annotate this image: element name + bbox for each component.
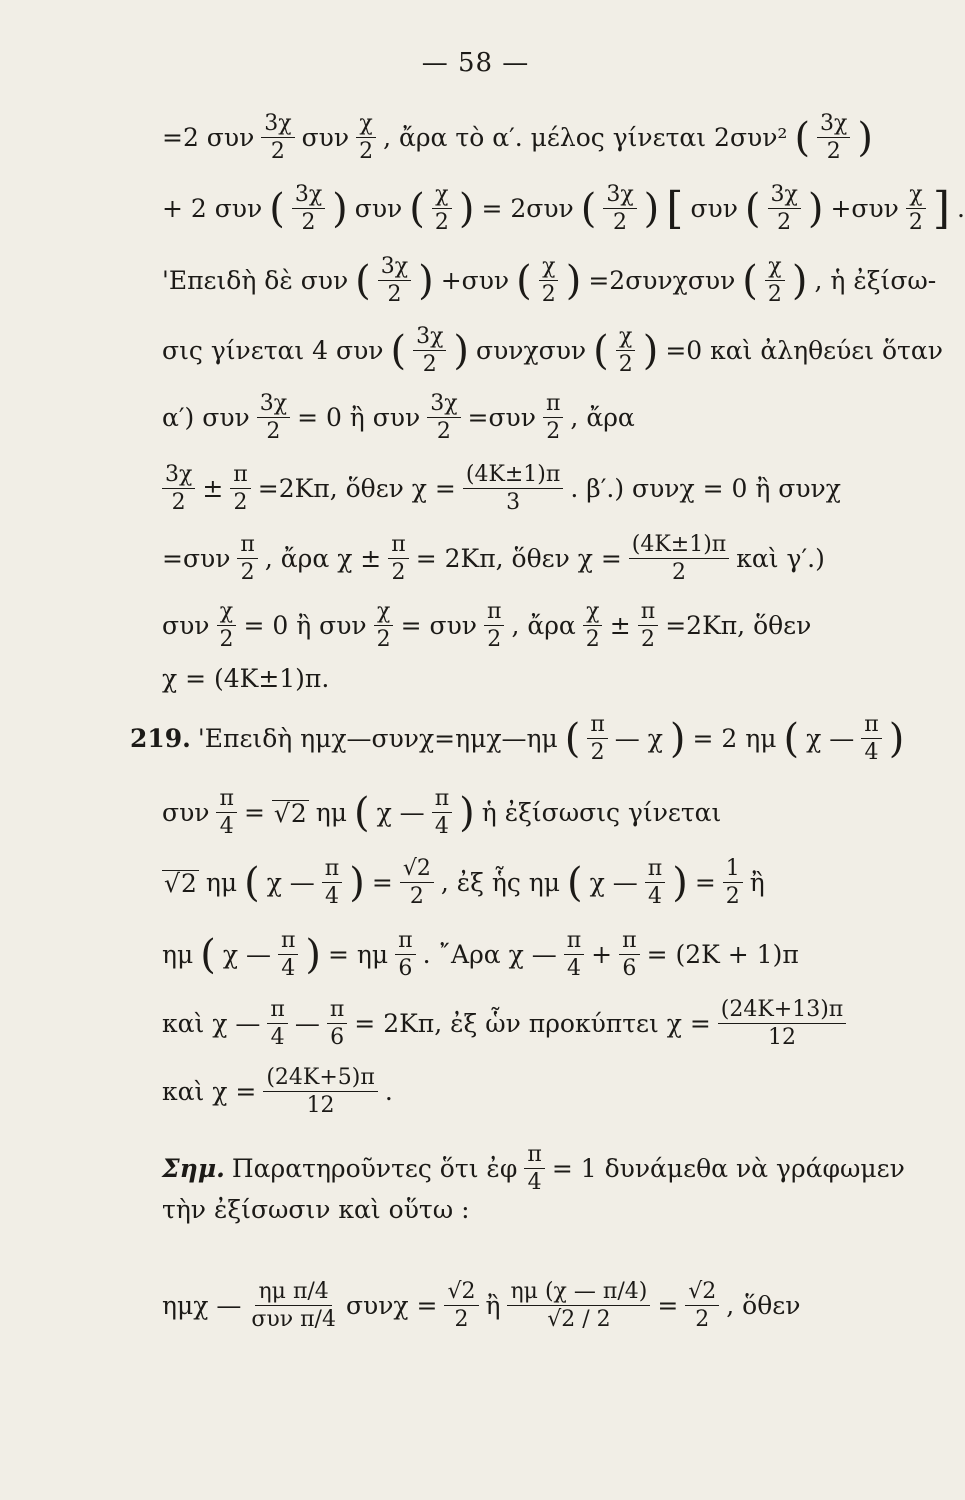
fraction <box>257 392 290 443</box>
text: 'Επειδὴ ημχ—συνχ=ημχ—ημ <box>197 724 558 754</box>
denominator: 2 <box>725 884 740 910</box>
text: = <box>371 868 393 898</box>
equation-line-10 <box>130 712 905 766</box>
text: χ — <box>266 868 315 898</box>
numerator: 3χ <box>162 463 195 489</box>
fraction <box>248 1280 339 1331</box>
denominator: 2 <box>171 490 186 516</box>
fraction <box>278 929 298 980</box>
text: καὶ χ = <box>162 1077 257 1107</box>
numerator: 1 <box>723 857 743 883</box>
numerator: π <box>216 787 236 813</box>
numerator: ημ π/4 <box>255 1280 331 1306</box>
text: = 1 δυνάμεθα νὰ γράφωμεν <box>551 1154 905 1184</box>
fraction <box>564 929 584 980</box>
fraction <box>400 857 434 908</box>
text: , ἄρα χ ± <box>264 544 382 574</box>
paren: ( <box>593 327 609 374</box>
denominator: 2 <box>612 210 627 236</box>
denominator: 2 <box>436 419 451 445</box>
paren: ) <box>418 257 434 304</box>
equation-line-7 <box>162 533 873 584</box>
numerator: 3χ <box>292 183 325 209</box>
text: +συν <box>440 266 510 296</box>
page-number: — 58 — <box>421 48 530 78</box>
paren: ( <box>567 859 583 906</box>
fraction <box>768 183 801 234</box>
text: ± <box>609 611 631 641</box>
equation-line-8 <box>162 600 873 651</box>
text: συνχ = <box>345 1291 438 1321</box>
denominator: 2 <box>672 560 687 586</box>
paren: ( <box>200 931 216 978</box>
denominator: 6 <box>622 956 637 982</box>
denominator: 2 <box>301 210 316 236</box>
equation-line-11 <box>162 787 873 838</box>
fraction <box>507 1280 650 1331</box>
denominator: 4 <box>219 814 234 840</box>
paren: ( <box>244 859 260 906</box>
denominator: 2 <box>640 627 655 653</box>
text: συν <box>301 123 350 153</box>
numerator: χ <box>765 255 784 281</box>
paren: ) <box>791 257 808 304</box>
text: = 2Κπ, ὅθεν χ = <box>415 544 622 574</box>
numerator: √2 <box>400 857 434 883</box>
numerator: π <box>278 929 298 955</box>
denominator: 4 <box>270 1025 285 1051</box>
text: =2συνχσυν <box>588 266 736 296</box>
text: . β′.) συνχ = 0 ἢ συνχ <box>570 474 841 504</box>
note-label: Σημ. <box>162 1154 225 1184</box>
text: , ἄρα τὸ α′. μέλος γίνεται 2συν² <box>383 123 788 153</box>
text: =2 συν <box>162 123 255 153</box>
fraction <box>524 1143 544 1194</box>
fraction <box>374 600 394 651</box>
paren: ) <box>807 185 824 232</box>
denominator: 2 <box>270 139 285 165</box>
text: =συν <box>467 403 536 433</box>
equation-line-5 <box>162 392 873 443</box>
denominator: 2 <box>541 282 556 308</box>
denominator: 2 <box>777 210 792 236</box>
fraction <box>261 112 294 163</box>
fraction <box>427 392 460 443</box>
numerator: 3χ <box>378 255 411 281</box>
text: χ — <box>589 868 638 898</box>
paren: ) <box>672 859 688 906</box>
text: = 0 ἢ συν <box>297 403 421 433</box>
fraction <box>216 787 236 838</box>
paren: ( <box>783 715 800 762</box>
fraction <box>322 857 342 908</box>
equation-line-9 <box>162 666 873 691</box>
paren: ( <box>516 257 532 304</box>
text: σις γίνεται 4 συν <box>162 336 384 366</box>
numerator: 3χ <box>817 112 850 138</box>
fraction <box>267 998 287 1049</box>
equation-line-6 <box>162 463 873 514</box>
fraction <box>645 857 665 908</box>
denominator: 2 <box>359 139 374 165</box>
text: καὶ γ′.) <box>736 544 825 574</box>
denominator: συν π/4 <box>251 1307 336 1333</box>
numerator: χ <box>374 600 393 626</box>
fraction <box>230 463 250 514</box>
numerator: χ <box>356 112 375 138</box>
numerator: π <box>564 929 584 955</box>
numerator: (24Κ+5)π <box>263 1066 378 1092</box>
bracket: [ <box>666 183 684 234</box>
paren: ( <box>580 185 597 232</box>
text: α′) συν <box>162 403 250 433</box>
denominator: 3 <box>506 490 521 516</box>
text: ημχ — <box>162 1291 242 1321</box>
text: ἢ <box>485 1291 501 1321</box>
fraction <box>638 600 658 651</box>
numerator: χ <box>432 183 451 209</box>
paren: ( <box>353 789 370 836</box>
text: συν <box>162 611 210 641</box>
fraction <box>906 183 926 234</box>
text: — χ <box>614 724 663 754</box>
paren: ( <box>355 257 371 304</box>
denominator: 4 <box>864 740 879 766</box>
text: 'Επειδὴ δὲ συν <box>162 266 349 296</box>
text: , ἡ ἐξίσω- <box>814 266 937 296</box>
text: = 2συν <box>481 194 574 224</box>
text: — <box>294 1009 320 1039</box>
denominator: 12 <box>306 1093 335 1119</box>
text: Παρατηροῦντες ὅτι ἐφ <box>231 1154 518 1184</box>
denominator: 2 <box>219 627 234 653</box>
text: συν <box>162 798 210 828</box>
equation-line-17 <box>162 1197 873 1222</box>
text: , ἄρα <box>570 403 635 433</box>
denominator: 2 <box>233 490 248 516</box>
fraction <box>292 183 325 234</box>
denominator: 2 <box>546 419 561 445</box>
denominator: 2 <box>240 560 255 586</box>
fraction <box>861 713 881 764</box>
text: ἡ ἐξίσωσις γίνεται <box>481 798 722 828</box>
paren: ) <box>642 327 659 374</box>
fraction <box>603 183 636 234</box>
paren: ) <box>888 715 905 762</box>
denominator: 2 <box>376 627 391 653</box>
text: . <box>384 1077 393 1107</box>
numerator: 3χ <box>427 392 460 418</box>
denominator: 12 <box>768 1025 797 1051</box>
denominator: 2 <box>487 627 502 653</box>
numerator: π <box>861 713 881 739</box>
denominator: 4 <box>647 884 662 910</box>
fraction <box>432 787 452 838</box>
paren: ) <box>349 859 365 906</box>
numerator: π <box>524 1143 544 1169</box>
numerator: π <box>267 998 287 1024</box>
numerator: (4Κ±1)π <box>463 463 564 489</box>
denominator: 2 <box>434 210 449 236</box>
text: , ἄρα <box>511 611 576 641</box>
text: συν <box>354 194 403 224</box>
denominator: 4 <box>434 814 449 840</box>
numerator: 3χ <box>261 112 294 138</box>
paren: ( <box>794 114 811 161</box>
fraction <box>718 998 846 1049</box>
fraction <box>388 533 408 584</box>
numerator: π <box>327 998 347 1024</box>
text: συνχσυν <box>476 336 587 366</box>
equation-line-2 <box>162 182 965 236</box>
paren: ) <box>453 327 470 374</box>
denominator: 2 <box>422 352 437 378</box>
numerator: π <box>388 533 408 559</box>
square-root: √ 2 <box>162 870 199 896</box>
text: +συν <box>830 194 899 224</box>
numerator: χ <box>583 600 602 626</box>
fraction <box>237 533 257 584</box>
text: = 2 ημ <box>692 724 777 754</box>
text: =0 καὶ ἀληθεύει ὅταν <box>665 336 943 366</box>
paren: ) <box>643 185 660 232</box>
text: =2Κπ, ὅθεν χ = <box>257 474 456 504</box>
equation-line-16 <box>162 1142 905 1196</box>
denominator: √2 / 2 <box>547 1307 611 1333</box>
denominator: 4 <box>566 956 581 982</box>
fraction <box>463 463 564 514</box>
text: = <box>657 1291 679 1321</box>
fraction <box>162 463 195 514</box>
numerator: π <box>638 600 658 626</box>
paren: ) <box>458 185 475 232</box>
denominator: 2 <box>266 419 281 445</box>
paren: ) <box>459 789 475 836</box>
numerator: 3χ <box>413 325 446 351</box>
fraction <box>723 857 743 908</box>
denominator: 2 <box>767 282 782 308</box>
text: = 2Κπ, ἐξ ὧν προκύπτει χ = <box>354 1009 711 1039</box>
text: = συν <box>400 611 477 641</box>
numerator: χ <box>616 325 635 351</box>
text: , ὅθεν <box>726 1291 801 1321</box>
paren: ( <box>269 185 285 232</box>
text: = <box>694 868 716 898</box>
fraction <box>263 1066 378 1117</box>
fraction <box>619 929 639 980</box>
text: ημ <box>162 940 194 970</box>
fraction <box>817 112 850 163</box>
numerator: (4Κ±1)π <box>629 533 730 559</box>
text: = ημ <box>328 940 389 970</box>
numerator: π <box>645 857 665 883</box>
paren: ( <box>742 257 758 304</box>
fraction <box>685 1280 719 1331</box>
paren: ) <box>565 257 582 304</box>
text: . ῎Αρα χ — <box>422 940 557 970</box>
numerator: π <box>230 463 250 489</box>
text: συν <box>690 194 738 224</box>
paren: ( <box>390 327 407 374</box>
numerator: π <box>619 929 639 955</box>
fraction <box>378 255 411 306</box>
denominator: 2 <box>618 352 633 378</box>
paren: ) <box>305 931 322 978</box>
equation-line-15 <box>162 1066 873 1117</box>
bracket: ] <box>932 183 951 234</box>
denominator: 2 <box>590 740 605 766</box>
fraction <box>629 533 730 584</box>
equation-line-3 <box>162 254 937 308</box>
denominator: 2 <box>391 560 406 586</box>
text: ημ <box>205 868 238 898</box>
numerator: χ <box>906 183 925 209</box>
paren: ) <box>332 185 348 232</box>
denominator: 4 <box>527 1170 542 1196</box>
fraction <box>484 600 504 651</box>
denominator: 4 <box>281 956 296 982</box>
fraction <box>327 998 347 1049</box>
denominator: 2 <box>387 282 402 308</box>
numerator: √2 <box>444 1280 478 1306</box>
denominator: 2 <box>695 1307 710 1333</box>
numerator: 3χ <box>257 392 290 418</box>
text: + 2 συν <box>162 194 263 224</box>
equation-line-18 <box>162 1280 873 1331</box>
text: ± <box>202 474 224 504</box>
fraction <box>356 112 376 163</box>
equation-line-13 <box>162 929 873 980</box>
text: ημ <box>315 798 347 828</box>
paren: ) <box>669 715 686 762</box>
text: χ = (4Κ±1)π. <box>162 664 330 693</box>
paren: ( <box>409 185 425 232</box>
fraction <box>543 392 563 443</box>
text: καὶ χ — <box>162 1009 261 1039</box>
text: τὴν ἐξίσωσιν καὶ οὕτω : <box>162 1195 470 1224</box>
fraction <box>413 325 446 376</box>
numerator: χ <box>217 600 236 626</box>
text: =συν <box>162 544 231 574</box>
fraction <box>583 600 603 651</box>
fraction <box>444 1280 478 1331</box>
denominator: 2 <box>908 210 923 236</box>
numerator: π <box>237 533 257 559</box>
denominator: 2 <box>826 139 841 165</box>
equation-line-1 <box>162 112 873 163</box>
numerator: π <box>395 929 415 955</box>
text: =2Κπ, ὅθεν <box>665 611 812 641</box>
denominator: 2 <box>454 1307 469 1333</box>
text: = (2Κ + 1)π <box>646 940 799 970</box>
numerator: π <box>322 857 342 883</box>
paren: ) <box>857 114 873 161</box>
exercise-number: 219. <box>130 724 191 754</box>
fraction <box>432 183 452 234</box>
numerator: 3χ <box>768 183 801 209</box>
fraction <box>616 325 636 376</box>
fraction <box>539 255 559 306</box>
equation-line-12 <box>162 857 873 908</box>
paren: ( <box>744 185 761 232</box>
denominator: 2 <box>409 884 424 910</box>
numerator: π <box>432 787 452 813</box>
text: χ — <box>376 798 425 828</box>
numerator: π <box>543 392 563 418</box>
text: . <box>957 194 965 224</box>
denominator: 2 <box>585 627 600 653</box>
text: χ — <box>222 940 271 970</box>
text: χ — <box>806 724 855 754</box>
square-root: √ 2 <box>272 800 309 826</box>
denominator: 6 <box>330 1025 345 1051</box>
denominator: 6 <box>398 956 413 982</box>
paren: ( <box>564 715 581 762</box>
fraction <box>587 713 607 764</box>
text: ἢ <box>749 868 765 898</box>
text: = <box>243 798 265 828</box>
numerator: √2 <box>685 1280 719 1306</box>
text: = 0 ἢ συν <box>243 611 367 641</box>
numerator: π <box>587 713 607 739</box>
text: + <box>591 940 613 970</box>
numerator: π <box>484 600 504 626</box>
fraction <box>216 600 236 651</box>
numerator: 3χ <box>603 183 636 209</box>
numerator: χ <box>539 255 558 281</box>
fraction <box>765 255 785 306</box>
fraction <box>395 929 415 980</box>
denominator: 4 <box>325 884 340 910</box>
equation-line-14 <box>162 998 873 1049</box>
equation-line-4 <box>162 324 943 378</box>
text: , ἐξ ἧς ημ <box>440 868 561 898</box>
numerator: (24Κ+13)π <box>718 998 846 1024</box>
numerator: ημ (χ — π/4) <box>507 1280 650 1306</box>
